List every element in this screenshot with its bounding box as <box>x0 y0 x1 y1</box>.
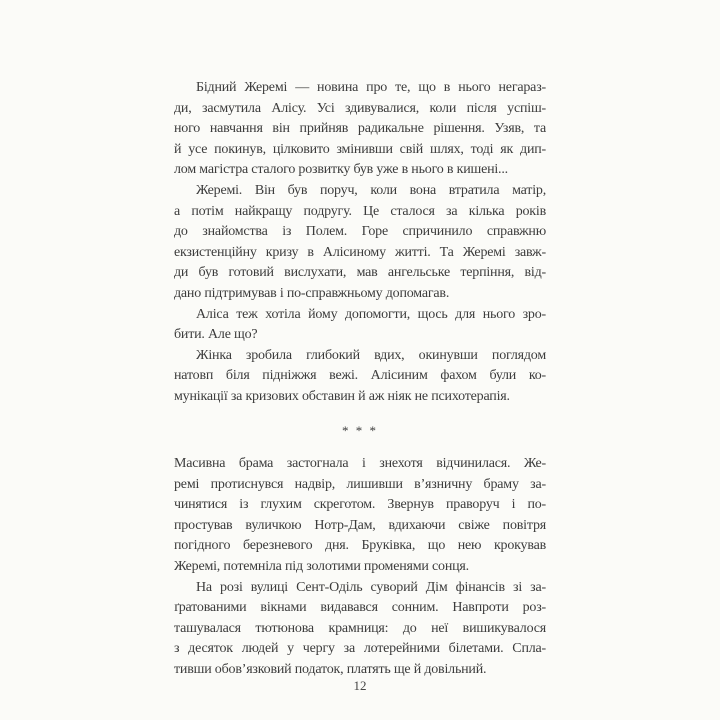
paragraph <box>174 181 546 305</box>
text-line: простував вуличкою Нотр-Дам, вдихаючи свіже повітря <box>174 517 546 533</box>
text-line: ремі протиснувся надвір, лишивши в’язничну браму за- <box>174 476 546 492</box>
text-line: й усе покинув, цілковито змінивши свій шлях, тоді як дип- <box>174 141 546 157</box>
text-line: натовп біля підніжжя вежі. Алісиним фахом були ко- <box>174 368 546 384</box>
text-line: ди був готовий вислухати, мав ангельське терпіння, від- <box>174 265 546 281</box>
paragraph <box>174 305 546 346</box>
text-line: тивши обов’язковий податок, платять ще й довільний. <box>174 662 487 678</box>
text-line: мунікації за кризових обставин й аж ніяк не психотерапія. <box>174 388 510 404</box>
text-line: Аліса теж хотіла йому допомогти, щось для нього зро- <box>196 306 546 322</box>
text-line: з десяток людей у чергу за лотерейними білетами. Спла- <box>174 641 546 657</box>
paragraph <box>174 454 546 578</box>
text-line: а потім найкращу подругу. Це сталося за кілька років <box>174 203 546 219</box>
text-line: бити. Але що? <box>174 327 258 343</box>
text-line: Жеремі, потемніла під золотими променями сонця. <box>174 559 469 575</box>
paragraph <box>174 346 546 408</box>
text-line: ди, засмутила Алісу. Усі здивувалися, коли після успіш- <box>174 100 546 116</box>
page-number: 12 <box>353 678 367 693</box>
text-line: до знайомства із Полем. Горе спричинило справжню <box>174 224 546 240</box>
text-line: екзистенційну кризу в Алісиному житті. Та Жеремі завж- <box>174 244 546 260</box>
text-line: Жеремі. Він був поруч, коли вона втратила матір, <box>196 182 546 198</box>
section-break: * * * <box>342 422 378 438</box>
paragraph <box>174 78 546 181</box>
text-line: На розі вулиці Сент-Оділь суворий Дім фінансів зі за- <box>196 579 546 595</box>
text-line: ного навчання він прийняв радикальне рішення. Узяв, та <box>174 121 546 137</box>
text-block <box>174 78 546 681</box>
text-line: ташувалася тютюнова крамниця: до неї вишикувалося <box>174 620 546 636</box>
text-line: Бідний Жеремі — новина про те, що в нього негараз- <box>196 80 546 95</box>
text-line: погідного березневого дня. Бруківка, що нею крокував <box>174 538 546 554</box>
text-line: чинятися із глухим скреготом. Звернув праворуч і по- <box>174 497 546 513</box>
text-line: дано підтримував і по-справжньому допомагав. <box>174 285 450 301</box>
paragraph <box>174 578 546 681</box>
text-line: лом магістра сталого розвитку був уже в нього в кишені... <box>174 162 508 178</box>
text-line: Жінка зробила глибокий вдих, окинувши поглядом <box>196 347 546 363</box>
text-line: ґратованими вікнами видавався сонним. Навпроти роз- <box>174 600 546 616</box>
text-line: Масивна брама застогнала і знехотя відчинилася. Же- <box>174 456 546 472</box>
